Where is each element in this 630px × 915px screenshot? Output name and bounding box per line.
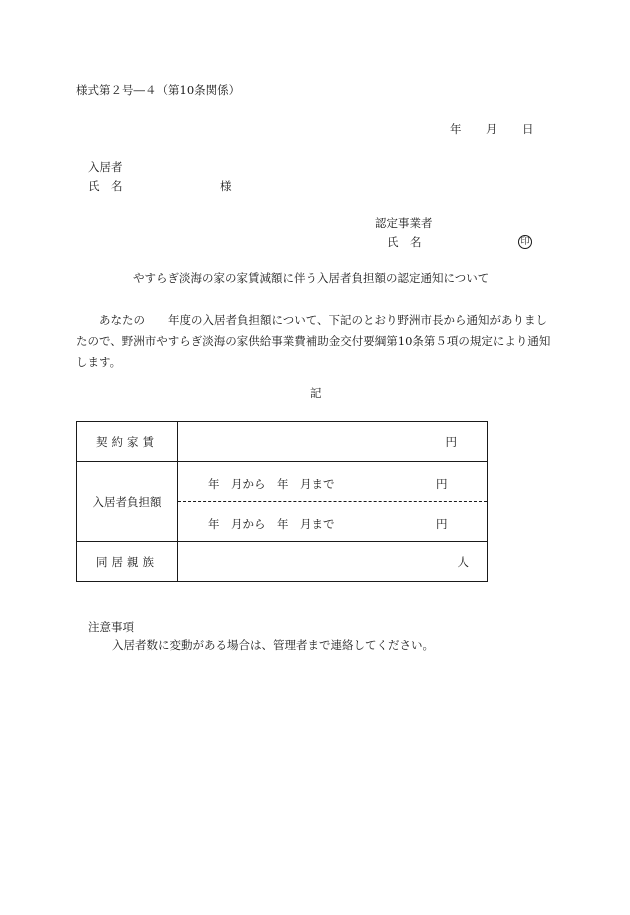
burden-unit: 円 — [436, 477, 448, 491]
operator-name-label: 氏 名 — [387, 235, 422, 249]
seal-mark: 印 — [518, 235, 532, 249]
form-id: 様式第２号―４（第10条関係） — [76, 83, 241, 97]
burden-row — [77, 462, 488, 542]
family-label: 同居親族 — [96, 554, 158, 569]
resident-title: 入居者 — [88, 160, 123, 174]
date-month: 月 — [486, 122, 498, 136]
date-year: 年 — [450, 122, 462, 136]
resident-name-label: 氏 名 — [88, 179, 123, 193]
burden-unit: 円 — [436, 517, 448, 531]
burden-period: 年 月から 年 月まで — [208, 477, 335, 491]
burden-label: 入居者負担額 — [92, 494, 162, 509]
burden-period-row — [178, 501, 487, 541]
document-title: やすらぎ淡海の家の家賃減額に伴う入居者負担額の認定通知について — [133, 271, 490, 285]
notice-table — [76, 421, 488, 582]
rent-unit: 円 — [445, 434, 457, 449]
ki-heading: 記 — [310, 386, 322, 400]
operator-title: 認定事業者 — [375, 216, 433, 230]
family-row — [77, 542, 488, 582]
notice-body: あなたの 年度の入居者負担額について、下記のとおり野洲市長から通知がありましたので、野洲市やすらぎ淡海の家供給事業費補助金交付要綱第10条第５項の規定により通知します。 — [76, 313, 551, 369]
family-unit: 人 — [457, 554, 469, 569]
burden-period: 年 月から 年 月まで — [208, 517, 335, 531]
resident-honorific: 様 — [220, 179, 232, 193]
notes-text: 入居者数に変動がある場合は、管理者まで連絡してください。 — [112, 638, 434, 652]
rent-row — [77, 422, 488, 462]
notes-title: 注意事項 — [88, 620, 134, 634]
burden-period-row — [178, 462, 487, 501]
date-day: 日 — [522, 122, 534, 136]
rent-label: 契約家賃 — [96, 434, 158, 449]
